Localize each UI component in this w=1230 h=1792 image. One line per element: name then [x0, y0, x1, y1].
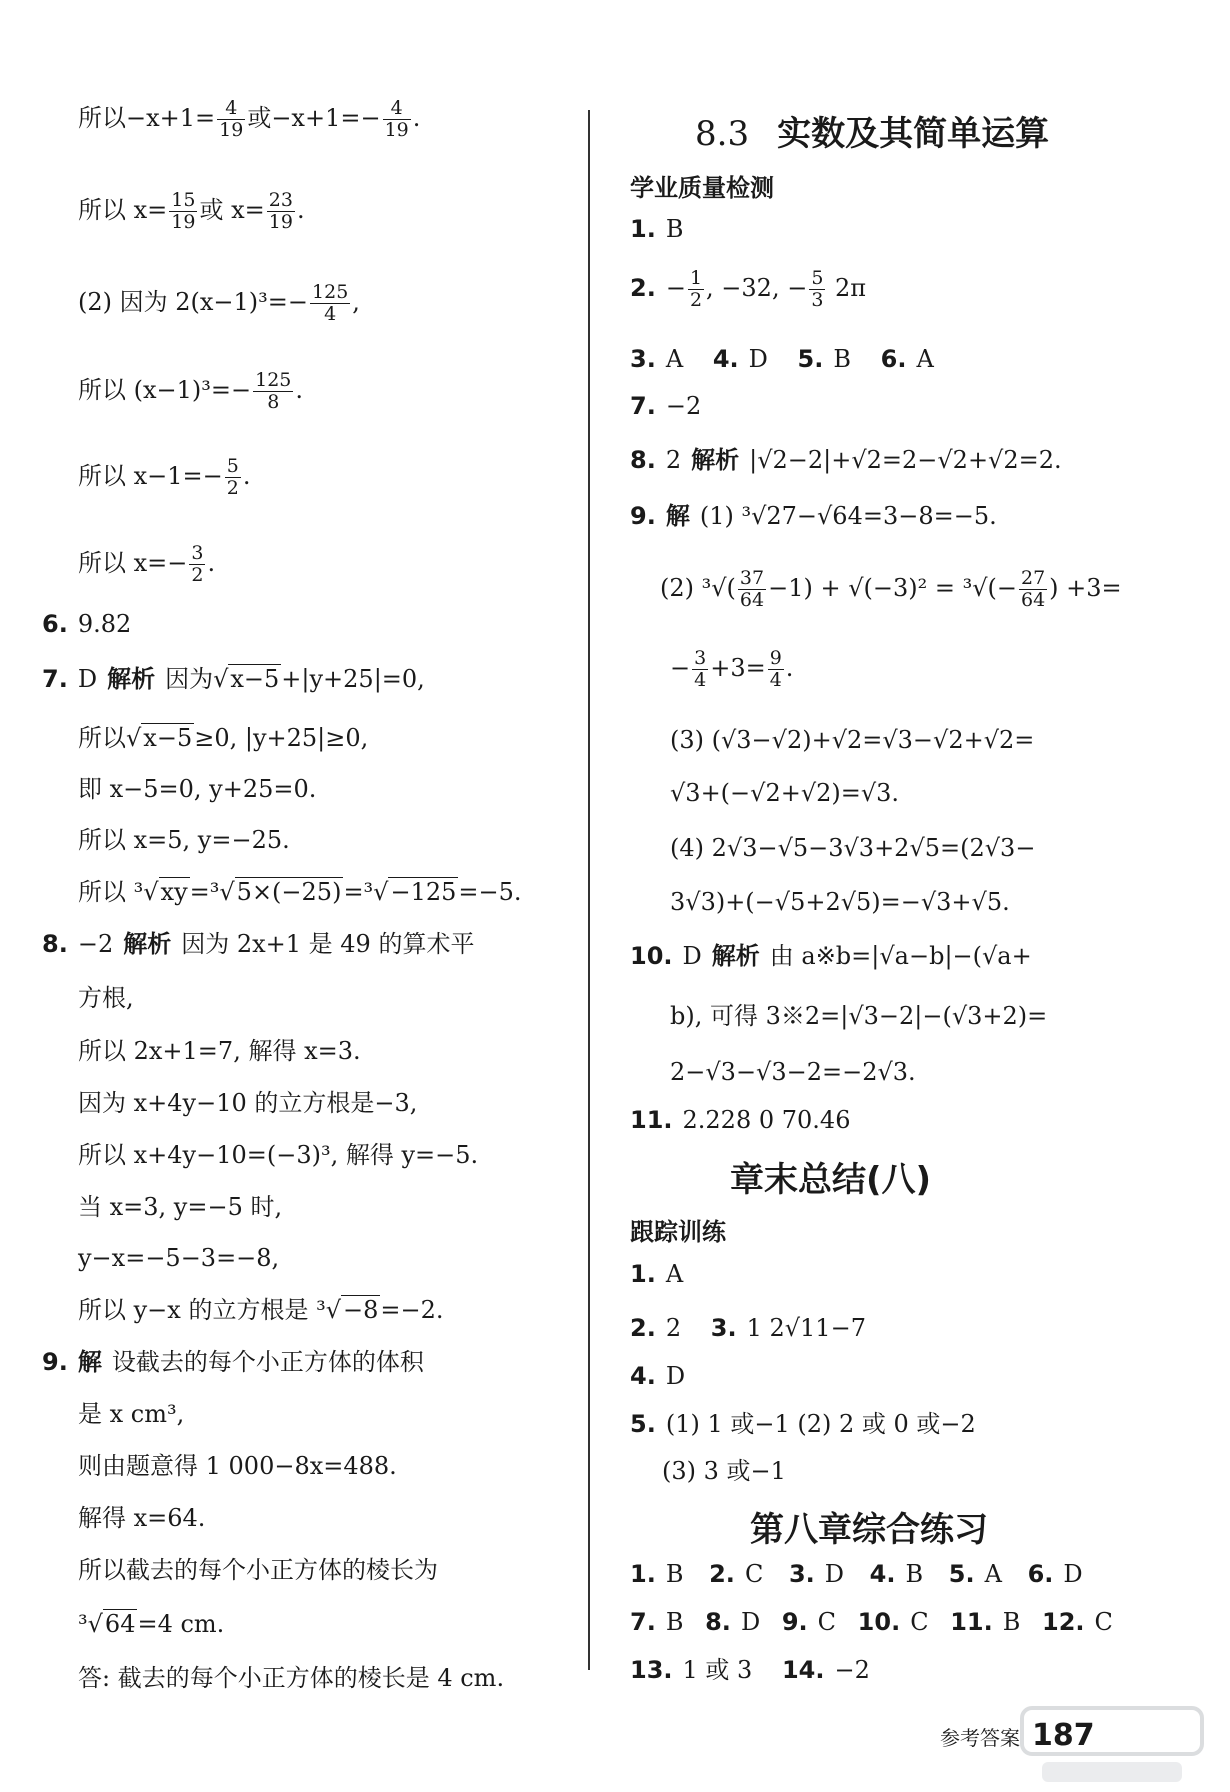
right-q2 — [630, 268, 866, 311]
answer-choice: D — [682, 942, 702, 970]
q9-line-7: 答: 截去的每个小正方体的棱长是 4 cm. — [78, 1664, 505, 1692]
denominator: 8 — [267, 390, 280, 413]
question-number: 11. — [630, 1106, 673, 1134]
section-number: 8.3 — [695, 114, 750, 154]
text: 所以 y−x 的立方根是 ³√ — [78, 1296, 342, 1324]
numerator: 5 — [226, 455, 239, 477]
numerator: 5 — [811, 267, 824, 289]
answer-text: −2 — [77, 930, 114, 958]
question-9 — [42, 1348, 424, 1377]
text: , — [352, 287, 360, 316]
text: . — [242, 461, 251, 490]
subheading-quality-check: 学业质量检测 — [630, 174, 774, 202]
right-q8 — [630, 446, 1062, 475]
q7-line-3: 即 x−5=0, y+25=0. — [78, 775, 317, 803]
question-number: 5. — [797, 345, 824, 373]
text: ) +3= — [1049, 573, 1122, 602]
q8-line-6: 当 x=3, y=−5 时, — [78, 1193, 283, 1221]
section-title-8-3 — [695, 106, 1049, 155]
solution-label: 解 — [77, 1348, 102, 1376]
question-7 — [42, 665, 425, 694]
denominator: 19 — [171, 210, 196, 233]
denominator: 4 — [324, 302, 337, 325]
question-number: 9. — [630, 502, 656, 530]
answer-text: D — [1063, 1560, 1083, 1588]
answer-text: C — [744, 1560, 764, 1588]
analysis-label: 解析 — [123, 930, 172, 958]
answer-text: C — [817, 1608, 837, 1636]
text: (1) ³√27−√64=3−8=−5. — [699, 502, 997, 530]
denominator: 4 — [769, 668, 782, 691]
text: =³√ — [343, 878, 389, 906]
denominator: 2 — [226, 476, 239, 499]
q9-line-4: 解得 x=64. — [78, 1504, 206, 1532]
fraction — [189, 543, 205, 586]
denominator: 19 — [384, 118, 409, 141]
q7-line-4: 所以 x=5, y=−25. — [78, 826, 290, 854]
text: 所以 x−1=− — [78, 461, 223, 490]
analysis-label: 解析 — [711, 942, 760, 970]
right-q9 — [630, 502, 997, 531]
answer-text: B — [1002, 1608, 1021, 1636]
text: 2π — [827, 273, 867, 302]
page-number: 187 — [1032, 1718, 1095, 1753]
answer-text: −2 — [834, 1656, 870, 1684]
text: . — [296, 195, 305, 224]
text: −1) + √(−3)² = ³√(− — [768, 573, 1017, 602]
fraction — [253, 370, 293, 413]
subheading-tracking-practice: 跟踪训练 — [630, 1218, 726, 1246]
fraction — [768, 648, 784, 691]
right-q3-6 — [630, 345, 934, 374]
question-number: 3. — [788, 1560, 815, 1588]
answer-text: C — [1094, 1608, 1113, 1636]
column-divider — [588, 110, 590, 1670]
text: . — [207, 548, 216, 577]
answer-text: −2 — [665, 392, 702, 420]
question-number: 8. — [630, 446, 656, 474]
question-number: 11. — [950, 1608, 993, 1636]
denominator: 64 — [739, 588, 765, 611]
text: =−2. — [380, 1296, 444, 1324]
watermark-logo-icon — [1012, 1700, 1212, 1790]
numerator: 4 — [217, 98, 245, 120]
question-number: 5. — [630, 1410, 656, 1438]
numerator: 37 — [739, 567, 765, 589]
question-number: 2. — [709, 1560, 735, 1588]
question-number: 1. — [630, 1260, 656, 1288]
numerator: 125 — [312, 281, 349, 303]
answer-text: B — [833, 345, 851, 373]
fraction — [1019, 568, 1047, 611]
text: 或 x= — [199, 195, 265, 224]
numerator: 3 — [191, 542, 204, 564]
analysis-label: 解析 — [691, 446, 740, 474]
question-number: 7. — [42, 665, 68, 693]
answer-text: A — [984, 1560, 1002, 1588]
question-number: 3. — [710, 1314, 737, 1342]
q8-line-8 — [78, 1296, 444, 1325]
right-q1 — [630, 215, 683, 244]
exercise-row-3 — [630, 1656, 870, 1685]
text: 设截去的每个小正方体的体积 — [111, 1348, 424, 1376]
denominator: 3 — [811, 288, 824, 311]
right-q10-line-3: 2−√3−√3−2=−2√3. — [670, 1058, 916, 1086]
text: . — [295, 375, 304, 404]
summary-q2-3 — [630, 1314, 866, 1343]
right-q10-line-2: b), 可得 3※2=|√3−2|−(√3+2)= — [670, 1002, 1048, 1030]
right-q9-line-7: 3√3)+(−√5+2√5)=−√3+√5. — [670, 888, 1010, 916]
right-q9-line-2 — [660, 568, 1122, 611]
question-number: 3. — [630, 345, 656, 373]
radicand: −8 — [343, 1296, 379, 1324]
numerator: 4 — [383, 98, 411, 120]
text: 由 a※b=|√a−b|−(√a+ — [769, 942, 1032, 970]
answer-text: A — [665, 1260, 684, 1288]
text: +3= — [710, 653, 766, 682]
left-line-5 — [78, 456, 251, 499]
answer-text: B — [665, 215, 684, 243]
q8-line-2: 方根, — [78, 984, 134, 1012]
fraction — [383, 98, 411, 141]
text: − — [670, 653, 691, 682]
section-name: 实数及其简单运算 — [777, 114, 1050, 154]
question-number: 7. — [630, 1608, 656, 1636]
text: 所以 (x−1)³=− — [78, 375, 252, 404]
question-number: 12. — [1042, 1608, 1085, 1636]
answer-text: B — [665, 1560, 684, 1588]
left-line-4 — [78, 370, 303, 413]
q8-line-7: y−x=−5−3=−8, — [78, 1244, 280, 1272]
text: 所以 x=− — [78, 548, 188, 577]
exercise-row-1 — [630, 1560, 1083, 1589]
answer-text: A — [665, 345, 684, 373]
question-number: 2. — [630, 1314, 656, 1342]
answer-text: B — [665, 1608, 684, 1636]
fraction — [169, 190, 197, 233]
denominator: 4 — [694, 668, 707, 691]
right-q9-line-4: (3) (√3−√2)+√2=√3−√2+√2= — [670, 726, 1035, 754]
numerator: 15 — [171, 189, 196, 211]
summary-q5 — [630, 1410, 976, 1439]
watermark-band — [1042, 1762, 1182, 1782]
answer-text: (1) 1 或−1 (2) 2 或 0 或−2 — [665, 1410, 976, 1438]
text: =4 cm. — [137, 1610, 225, 1638]
question-number: 13. — [630, 1656, 673, 1684]
text: ³√ — [78, 1610, 103, 1638]
q8-line-3: 所以 2x+1=7, 解得 x=3. — [78, 1037, 361, 1065]
q7-line-5 — [78, 878, 522, 907]
answer-text: 2 — [665, 446, 682, 474]
answer-text: B — [905, 1560, 924, 1588]
denominator: 2 — [191, 563, 204, 586]
text: (2) ³√( — [660, 573, 736, 602]
denominator: 64 — [1020, 588, 1046, 611]
answer-text: 9.82 — [77, 610, 132, 638]
numerator: 9 — [769, 647, 782, 669]
right-q7 — [630, 392, 701, 421]
q8-line-4: 因为 x+4y−10 的立方根是−3, — [78, 1089, 418, 1117]
answer-text: D — [740, 1608, 761, 1636]
question-number: 6. — [42, 610, 68, 638]
text: 所以√ — [78, 724, 142, 752]
answer-text: D — [748, 345, 768, 373]
text: 因为√ — [165, 665, 229, 693]
text: . — [412, 103, 421, 132]
answer-text: 2 — [665, 1314, 682, 1342]
q8-line-5: 所以 x+4y−10=(−3)³, 解得 y=−5. — [78, 1141, 479, 1169]
question-number: 8. — [705, 1608, 731, 1636]
fraction — [692, 648, 708, 691]
left-line-2 — [78, 190, 305, 233]
question-number: 9. — [781, 1608, 808, 1636]
numerator: 1 — [689, 267, 703, 289]
section-title-chapter-exercise: 第八章综合练习 — [750, 1510, 988, 1550]
answer-choice: D — [77, 665, 98, 693]
radicand: 5×(−25) — [236, 878, 342, 906]
left-line-3 — [78, 282, 360, 325]
text: . — [785, 653, 794, 682]
numerator: 3 — [694, 647, 707, 669]
summary-q5-line-2: (3) 3 或−1 — [662, 1457, 786, 1485]
answer-text: C — [910, 1608, 929, 1636]
right-q9-line-5: √3+(−√2+√2)=√3. — [670, 779, 900, 807]
text: 所以−x+1= — [78, 103, 216, 132]
question-number: 10. — [630, 942, 673, 970]
text: 因为 2x+1 是 49 的算术平 — [181, 930, 475, 958]
text: , −32, − — [706, 273, 808, 302]
left-line-6 — [78, 543, 215, 586]
text: ≥0, |y+25|≥0, — [194, 724, 369, 752]
question-8 — [42, 930, 474, 959]
left-line-1 — [78, 98, 420, 141]
exercise-row-2 — [630, 1608, 1113, 1637]
right-q9-line-6: (4) 2√3−√5−3√3+2√5=(2√3− — [670, 834, 1036, 862]
denominator: 19 — [268, 210, 293, 233]
question-number: 1. — [630, 215, 656, 243]
question-number: 4. — [630, 1362, 656, 1390]
numerator: 27 — [1020, 567, 1046, 589]
question-number: 4. — [712, 345, 739, 373]
summary-q4 — [630, 1362, 685, 1391]
radicand: 64 — [104, 1610, 136, 1638]
q7-line-2 — [78, 724, 368, 753]
fraction — [809, 268, 825, 311]
solution-label: 解 — [665, 502, 690, 530]
question-number: 7. — [630, 392, 656, 420]
text: (2) 因为 2(x−1)³=− — [78, 287, 309, 316]
watermark-frame — [1022, 1708, 1202, 1754]
fraction — [738, 568, 766, 611]
answer-text: A — [916, 345, 934, 373]
fraction — [267, 190, 295, 233]
text: =³√ — [189, 878, 235, 906]
fraction — [217, 98, 245, 141]
numerator: 23 — [268, 189, 293, 211]
fraction — [225, 456, 241, 499]
answer-text: 1 或 3 — [682, 1656, 753, 1684]
radicand: xy — [160, 878, 188, 906]
question-number: 1. — [630, 1560, 656, 1588]
q9-line-5: 所以截去的每个小正方体的棱长为 — [78, 1556, 438, 1584]
answer-text: 2.228 0 70.46 — [682, 1106, 851, 1134]
text: 所以 x= — [78, 195, 168, 224]
radicand: −125 — [390, 878, 457, 906]
fraction — [310, 282, 350, 325]
answer-text: D — [824, 1560, 845, 1588]
question-number: 4. — [869, 1560, 896, 1588]
section-title-chapter-summary: 章末总结(八) — [730, 1160, 932, 1200]
numerator: 125 — [255, 369, 292, 391]
denominator: 19 — [219, 118, 244, 141]
question-number: 10. — [857, 1608, 901, 1636]
question-number: 14. — [781, 1656, 825, 1684]
footer-label: 参考答案 — [940, 1726, 1020, 1750]
q9-line-2: 是 x cm³, — [78, 1400, 185, 1428]
question-number: 9. — [42, 1348, 68, 1376]
question-number: 5. — [948, 1560, 975, 1588]
q9-line-3: 则由题意得 1 000−8x=488. — [78, 1452, 397, 1480]
answer-text: 1 2√11−7 — [746, 1314, 866, 1342]
text: − — [665, 273, 686, 302]
analysis-label: 解析 — [107, 665, 156, 693]
radicand: x−5 — [143, 724, 193, 752]
text: |√2−2|+√2=2−√2+√2=2. — [749, 446, 1062, 474]
text: 所以 ³√ — [78, 878, 159, 906]
right-q11 — [630, 1106, 850, 1135]
q9-line-6 — [78, 1610, 224, 1639]
question-number: 2. — [630, 273, 656, 302]
right-q9-line-3 — [670, 648, 793, 691]
question-number: 6. — [880, 345, 907, 373]
text: +|y+25|=0, — [281, 665, 425, 693]
summary-q1 — [630, 1260, 683, 1289]
question-number: 8. — [42, 930, 68, 958]
text: =−5. — [458, 878, 522, 906]
question-6 — [42, 610, 131, 639]
denominator: 2 — [689, 288, 703, 311]
radicand: x−5 — [230, 665, 280, 693]
question-number: 6. — [1027, 1560, 1054, 1588]
answer-text: D — [665, 1362, 686, 1390]
right-q10 — [630, 942, 1032, 971]
text: 或−x+1=− — [247, 103, 381, 132]
fraction — [688, 268, 704, 311]
